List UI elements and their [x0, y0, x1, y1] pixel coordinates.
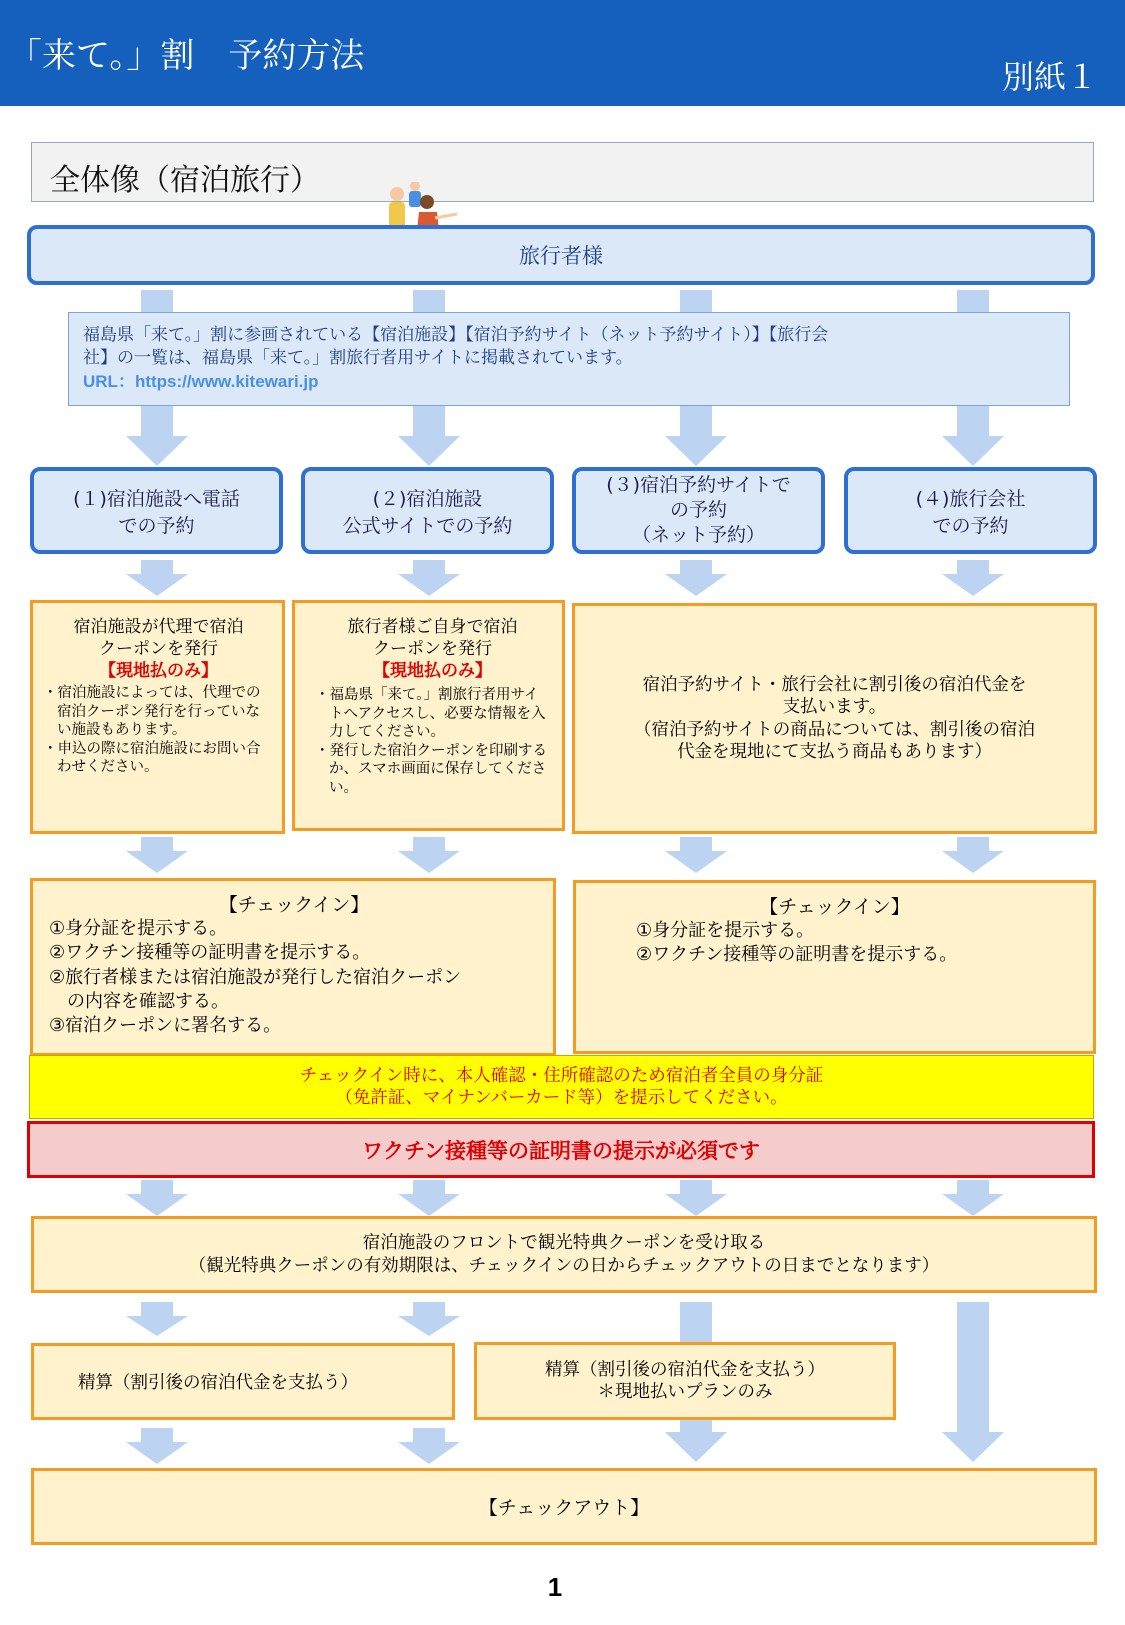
info-url[interactable]: URL：https://www.kitewari.jp — [83, 372, 319, 392]
coupon-note: ・申込の際に宿泊施設にお問い合わせください。 — [43, 740, 261, 776]
arrow-down-icon — [398, 560, 460, 596]
coupon-box-self — [292, 600, 565, 831]
arrow-down-icon — [942, 560, 1004, 596]
prepay-line3: （宿泊予約サイトの商品については、割引後の宿泊 — [634, 719, 1035, 740]
arrow-down-icon — [398, 1428, 460, 1464]
id-notice — [29, 1055, 1094, 1119]
arrow-down-icon — [126, 406, 188, 466]
route-label-line2: の予約 — [669, 499, 727, 522]
coupon-title-line1: 旅行者様ご自身で宿泊 — [347, 617, 518, 637]
traveler-label: 旅行者様 — [519, 244, 603, 268]
info-line-1: 福島県「来て。」割に参画されている【宿泊施設】【宿泊予約サイト（ネット予約サイト）】【旅行会 — [83, 325, 829, 345]
arrow-down-icon — [126, 560, 188, 596]
arrow-down-icon — [665, 837, 727, 873]
attachment-label: 別紙１ — [1002, 58, 1099, 96]
coupon-pay-label: 【現地払のみ】 — [373, 660, 492, 681]
info-line-2: 社】の一覧は、福島県「来て。」割旅行者用サイトに掲載されています。 — [83, 348, 633, 369]
prepay-line4: 代金を現地にて支払う商品もあります） — [677, 741, 992, 762]
route-label-line1: (３)宿泊予約サイトで — [606, 474, 791, 497]
route-box-phone — [30, 467, 283, 554]
settle-text: 精算（割引後の宿泊代金を支払う） — [545, 1359, 825, 1380]
arrow-down-icon — [126, 1428, 188, 1464]
checkin-item: ②ワクチン接種等の証明書を提示する。 — [49, 942, 371, 964]
prepay-box — [572, 603, 1097, 834]
tourism-coupon-box — [31, 1216, 1097, 1293]
arrow-down-icon — [398, 1180, 460, 1216]
route-label-line3: （ネット予約） — [631, 523, 765, 546]
coupon-note: ・宿泊施設によっては、代理での宿泊クーポン発行を行っていない施設もあります。 — [43, 685, 261, 739]
checkin-item: ③宿泊クーポンに署名する。 — [49, 1014, 282, 1036]
prepay-line1: 宿泊予約サイト・旅行会社に割引後の宿泊代金を — [642, 674, 1027, 695]
page-number: 1 — [547, 1572, 563, 1602]
arrow-down-icon — [665, 1180, 727, 1216]
checkin-item: ②旅行者様または宿泊施設が発行した宿泊クーポン — [49, 966, 462, 988]
checkin-box-prepaid — [573, 880, 1096, 1054]
vaccine-notice-text: ワクチン接種等の証明書の提示が必須です — [362, 1138, 760, 1163]
route-label-line2: での予約 — [118, 514, 195, 537]
checkin-item: ①身分証を提示する。 — [49, 918, 228, 940]
coupon-title-line2: クーポンを発行 — [373, 638, 492, 659]
route-box-booking-site — [572, 467, 825, 554]
page-title: 「来て。」割 予約方法 — [8, 36, 365, 76]
arrow-down-icon — [665, 406, 727, 466]
route-label-line1: (１)宿泊施設へ電話 — [73, 487, 240, 510]
arrow-down-icon — [942, 1180, 1004, 1216]
info-box — [68, 312, 1070, 406]
coupon-note: ・発行した宿泊クーポンを印刷するか、スマホ画面に保存してください。 — [315, 742, 547, 796]
route-label-line2: での予約 — [932, 514, 1009, 537]
id-notice-line2: （免許証、マイナンバーカード等）を提示してください。 — [335, 1088, 788, 1108]
checkout-box — [31, 1468, 1097, 1545]
coupon-note: ・福島県「来て。」割旅行者用サイトへアクセスし、必要な情報を入力してください。 — [315, 687, 546, 741]
checkin-item: ①身分証を提示する。 — [636, 920, 815, 942]
checkin-title: 【チェックイン】 — [759, 896, 910, 918]
prepay-line2: 支払います。 — [782, 697, 887, 718]
arrow-down-icon — [942, 837, 1004, 873]
arrow-down-icon — [398, 406, 460, 466]
coupon-title-line2: クーポンを発行 — [99, 638, 218, 659]
tourism-coupon-line2: （観光特典クーポンの有効期限は、チェックインの日からチェックアウトの日までとなります） — [188, 1255, 940, 1276]
settle-box-left — [31, 1343, 455, 1420]
checkin-item: の内容を確認する。 — [49, 990, 229, 1012]
section-title: 全体像（宿泊旅行） — [50, 163, 320, 198]
id-notice-line1: チェックイン時に、本人確認・住所確認のため宿泊者全員の身分証 — [299, 1065, 824, 1086]
checkin-item: ②ワクチン接種等の証明書を提示する。 — [636, 944, 958, 966]
checkin-title: 【チェックイン】 — [218, 894, 370, 916]
arrow-down-icon — [942, 406, 1004, 466]
checkin-box-onsite — [30, 878, 556, 1056]
route-label-line2: 公式サイトでの予約 — [342, 514, 513, 537]
arrow-down-icon — [398, 837, 460, 873]
tourism-coupon-line1: 宿泊施設のフロントで観光特典クーポンを受け取る — [362, 1233, 766, 1254]
route-box-travel-agency — [844, 467, 1097, 554]
arrow-down-icon — [126, 837, 188, 873]
arrow-down-icon — [398, 1302, 460, 1336]
vaccine-notice — [27, 1121, 1095, 1178]
arrow-down-icon — [126, 1302, 188, 1336]
coupon-title-line1: 宿泊施設が代理で宿泊 — [73, 617, 244, 637]
route-box-official-site — [301, 467, 554, 554]
coupon-box-proxy — [30, 600, 285, 834]
route-label-line1: (２)宿泊施設 — [372, 487, 483, 510]
traveler-box — [27, 225, 1095, 285]
settle-note: ＊現地払いプランのみ — [597, 1382, 773, 1402]
arrow-down-icon — [126, 1180, 188, 1216]
arrow-down-icon — [665, 560, 727, 596]
arrow-down-icon — [942, 1302, 1004, 1462]
settle-text: 精算（割引後の宿泊代金を支払う） — [78, 1373, 358, 1393]
settle-box-right — [474, 1342, 896, 1420]
route-label-line1: (４)旅行会社 — [915, 487, 1026, 510]
checkout-label: 【チェックアウト】 — [478, 1497, 650, 1519]
coupon-pay-label: 【現地払のみ】 — [99, 660, 218, 681]
